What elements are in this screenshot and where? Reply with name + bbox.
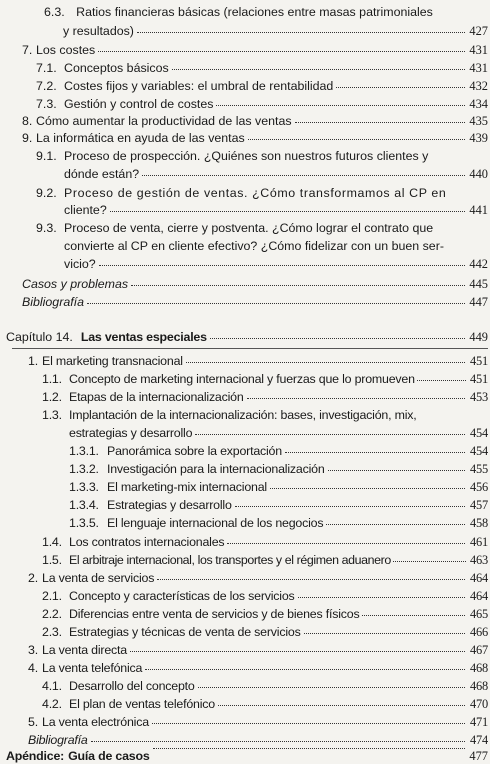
entry-title-cont: dónde están? [64, 167, 140, 181]
entry-title: Proceso de prospección. ¿Quiénes son nuestros futuros clientes y [64, 149, 429, 163]
entry-number: 1.3.1. [69, 444, 99, 458]
leader-dots [195, 433, 465, 435]
entry-title-cont: vicio? [64, 257, 96, 271]
toc-entry-1-3-4[interactable] [69, 498, 488, 513]
entry-title: El marketing transnacional [42, 354, 183, 368]
toc-entry-1-3-1[interactable] [69, 444, 488, 459]
chapter-14-heading[interactable] [6, 330, 488, 345]
leader-dots [235, 505, 465, 507]
toc-entry-2[interactable] [28, 571, 488, 586]
entry-title-cont: cliente? [64, 203, 107, 217]
page-number: 434 [469, 97, 488, 111]
page-number: 470 [470, 697, 488, 711]
entry-number: 9. [22, 131, 33, 145]
appendix-label: Apéndice: [6, 749, 65, 763]
toc-entry-1[interactable] [28, 354, 488, 369]
leader-dots [87, 302, 465, 304]
page-number: 431 [469, 43, 488, 57]
entry-number: 8. [22, 114, 33, 128]
entry-number: 2.1. [42, 589, 62, 603]
entry-title-cont: y resultados) [63, 24, 134, 38]
toc-entry-7-2[interactable] [36, 79, 488, 94]
page-number: 440 [469, 167, 488, 181]
toc-entry-1-2[interactable] [42, 390, 488, 405]
toc-entry-9-3-cont2[interactable] [64, 257, 488, 272]
toc-entry-9-1[interactable] [36, 149, 428, 163]
page-number: 427 [469, 24, 488, 38]
chapter-title: Las ventas especiales [80, 330, 207, 344]
page-number: 454 [470, 426, 488, 440]
leader-dots [248, 138, 465, 140]
toc-entry-4-2[interactable] [42, 697, 488, 712]
leader-dots [210, 337, 465, 339]
entry-title: Ratios financieras básicas (relaciones entre masas patrimoniales [76, 5, 433, 19]
toc-entry-1-3-cont[interactable] [69, 426, 488, 441]
entry-title: La venta de servicios [42, 571, 155, 585]
entry-title: Casos y problemas [22, 277, 129, 291]
leader-dots [137, 31, 465, 33]
leader-dots [98, 50, 465, 52]
page-number: 466 [470, 625, 488, 639]
page-number: 474 [470, 733, 488, 747]
entry-number: 9.3. [36, 221, 57, 235]
entry-title: Estrategias y desarrollo [107, 498, 232, 512]
leader-dots [295, 121, 465, 123]
entry-title: Concepto de marketing internacional y fuerzas que lo promueven [69, 372, 415, 386]
toc-entry-7-1[interactable] [36, 61, 488, 76]
entry-title: Gestión y control de costes [64, 97, 214, 111]
entry-title: Investigación para la internacionalización [107, 462, 325, 476]
leader-dots [362, 614, 465, 616]
entry-title: Etapas de la internacionalización [69, 390, 244, 404]
entry-title: La venta electrónica [42, 715, 149, 729]
toc-entry-9-3-cont1 [64, 239, 444, 253]
leader-dots [216, 104, 465, 106]
toc-entry-4-1[interactable] [42, 679, 488, 694]
entry-number: 1.3.5. [69, 516, 99, 530]
page-number: 445 [469, 277, 488, 291]
toc-entry-1-5[interactable] [42, 553, 488, 568]
leader-dots [142, 174, 465, 176]
toc-entry-2-1[interactable] [42, 589, 488, 604]
entry-title: Diferencias entre venta de servicios y de bienes físicos [69, 607, 360, 621]
leader-dots [99, 264, 465, 266]
entry-number: 1.3.4. [69, 498, 99, 512]
entry-number: 7.2. [36, 79, 57, 93]
entry-number: 1. [28, 354, 38, 368]
entry-number: 1.4. [42, 535, 62, 549]
entry-number: 7. [22, 43, 33, 57]
toc-entry-4[interactable] [28, 661, 488, 676]
entry-number: 1.2. [42, 390, 62, 404]
chapter-label: Capítulo 14. [6, 330, 73, 344]
page-number: 451 [470, 354, 488, 368]
entry-number: 2. [28, 571, 38, 585]
toc-entry-1-3[interactable] [42, 408, 417, 422]
page-number: 431 [469, 61, 488, 75]
toc-entry-2-3[interactable] [42, 625, 488, 640]
entry-title: Implantación de la internacionalización: bases, investigación, mix, [69, 408, 417, 422]
toc-entry-9-1-cont[interactable] [64, 167, 488, 182]
toc-entry-8[interactable] [22, 114, 488, 129]
page-number: 464 [470, 571, 488, 585]
toc-entry-casos[interactable] [22, 277, 488, 292]
page-number: 441 [469, 203, 488, 217]
entry-number: 4.1. [42, 679, 62, 693]
page-number: 477 [469, 749, 488, 763]
leader-dots [218, 704, 465, 706]
leader-dots [328, 469, 465, 471]
leader-dots [172, 68, 465, 70]
entry-title: El arbitraje internacional, los transportes y el régimen aduanero [69, 553, 391, 567]
entry-number: 7.1. [36, 61, 57, 75]
entry-title: El marketing-mix internacional [107, 480, 267, 494]
entry-number: 9.2. [36, 186, 57, 200]
toc-entry-7[interactable] [22, 43, 488, 58]
leader-dots [270, 487, 465, 489]
entry-title: La venta directa [42, 643, 127, 657]
leader-dots [91, 740, 465, 742]
entry-number: 1.1. [42, 372, 62, 386]
entry-number: 1.3. [42, 408, 62, 422]
entry-title: Bibliografía [22, 295, 84, 309]
toc-entry-5[interactable] [28, 715, 488, 730]
entry-title: Proceso de venta, cierre y postventa. ¿Cómo lograr el contrato que [64, 221, 434, 235]
toc-entry-9-2-cont[interactable] [64, 203, 488, 218]
toc-entry-6-3-cont[interactable] [63, 24, 488, 39]
entry-title: La informática en ayuda de las ventas [36, 131, 245, 145]
entry-number: 7.3. [36, 97, 57, 111]
page-number: 461 [470, 535, 488, 549]
toc-entry-1-3-3[interactable] [69, 480, 488, 495]
toc-entry-1-3-5[interactable] [69, 516, 488, 531]
page-number: 458 [470, 516, 488, 530]
leader-dots [131, 284, 465, 286]
entry-number: 1.5. [42, 553, 62, 567]
entry-number: 2.2. [42, 607, 62, 621]
page-number: 447 [469, 295, 488, 309]
page-number: 432 [469, 79, 488, 93]
leader-dots [153, 747, 465, 749]
page-number: 471 [470, 715, 488, 729]
leader-dots [393, 560, 466, 562]
entry-number: 5. [28, 715, 38, 729]
entry-title: El lenguaje internacional de los negocios [107, 516, 324, 530]
leader-dots [152, 722, 465, 724]
page-number: 464 [470, 589, 488, 603]
entry-number: 6.3. [44, 5, 65, 19]
toc-entry-3[interactable] [28, 643, 488, 658]
entry-title: Cómo aumentar la productividad de las ventas [36, 114, 292, 128]
entry-title: Desarrollo del concepto [69, 679, 195, 693]
leader-dots [304, 632, 465, 634]
entry-title: La venta telefónica [42, 661, 143, 675]
entry-number: 4.2. [42, 697, 62, 711]
chapter-rule [12, 348, 488, 349]
page-number: 456 [470, 480, 488, 494]
page-number: 435 [469, 114, 488, 128]
entry-title: Bibliografía [28, 733, 88, 747]
toc-entry-6-3[interactable] [44, 5, 433, 19]
leader-dots [247, 397, 465, 399]
entry-title: Los costes [36, 43, 96, 57]
leader-dots [227, 542, 465, 544]
entry-title: Los contratos internacionales [69, 535, 225, 549]
leader-dots [145, 668, 465, 670]
toc-entry-bibliografia-2[interactable] [28, 733, 488, 748]
page-number: 439 [469, 131, 488, 145]
page-number: 442 [469, 257, 488, 271]
page-number: 449 [469, 330, 488, 344]
page-number: 467 [470, 643, 488, 657]
leader-dots [326, 523, 465, 525]
appendix-heading[interactable] [6, 749, 488, 763]
toc-entry-2-2[interactable] [42, 607, 488, 622]
entry-number: 2.3. [42, 625, 62, 639]
leader-dots [157, 578, 465, 580]
entry-title: El plan de ventas telefónico [69, 697, 215, 711]
entry-title: Estrategias y técnicas de venta de servicios [69, 625, 301, 639]
toc-entry-bibliografia-1[interactable] [22, 295, 488, 310]
entry-title-cont: estrategias y desarrollo [69, 426, 193, 440]
leader-dots [198, 686, 465, 688]
toc-entry-7-3[interactable] [36, 97, 488, 112]
leader-dots [298, 596, 465, 598]
leader-dots [285, 451, 465, 453]
page-number: 454 [470, 444, 488, 458]
appendix-title: Guía de casos [68, 749, 150, 763]
entry-title: Panorámica sobre la exportación [107, 444, 282, 458]
leader-dots [336, 86, 465, 88]
entry-number: 3. [28, 643, 38, 657]
entry-number: 4. [28, 661, 38, 675]
entry-title: Costes fijos y variables: el umbral de rentabilidad [64, 79, 334, 93]
page-number: 468 [470, 661, 488, 675]
page-number: 463 [470, 553, 488, 567]
page-number: 468 [470, 679, 488, 693]
page-number: 451 [470, 372, 488, 386]
entry-number: 9.1. [36, 149, 57, 163]
toc-entry-1-3-2[interactable] [69, 462, 488, 477]
toc-entry-1-1[interactable] [42, 372, 488, 387]
leader-dots [110, 210, 465, 212]
page-number: 455 [470, 462, 488, 476]
entry-number: 1.3.3. [69, 480, 99, 494]
entry-title: Conceptos básicos [64, 61, 169, 75]
page-number: 453 [470, 390, 488, 404]
toc-entry-1-4[interactable] [42, 535, 488, 550]
toc-entry-9-2[interactable] [36, 186, 446, 200]
leader-dots [417, 379, 466, 381]
entry-number: 1.3.2. [69, 462, 99, 476]
entry-title: Proceso de gestión de ventas. ¿Cómo transformamos al CP en [64, 186, 447, 200]
leader-dots [130, 650, 465, 652]
toc-entry-9-3[interactable] [36, 221, 433, 235]
page-number: 465 [470, 607, 488, 621]
page-number: 457 [470, 498, 488, 512]
entry-title: Concepto y características de los servicios [69, 589, 295, 603]
leader-dots [186, 361, 465, 363]
toc-entry-9[interactable] [22, 131, 488, 146]
entry-title-cont: convierte al CP en cliente efectivo? ¿Cómo fidelizar con un buen ser- [64, 239, 444, 253]
